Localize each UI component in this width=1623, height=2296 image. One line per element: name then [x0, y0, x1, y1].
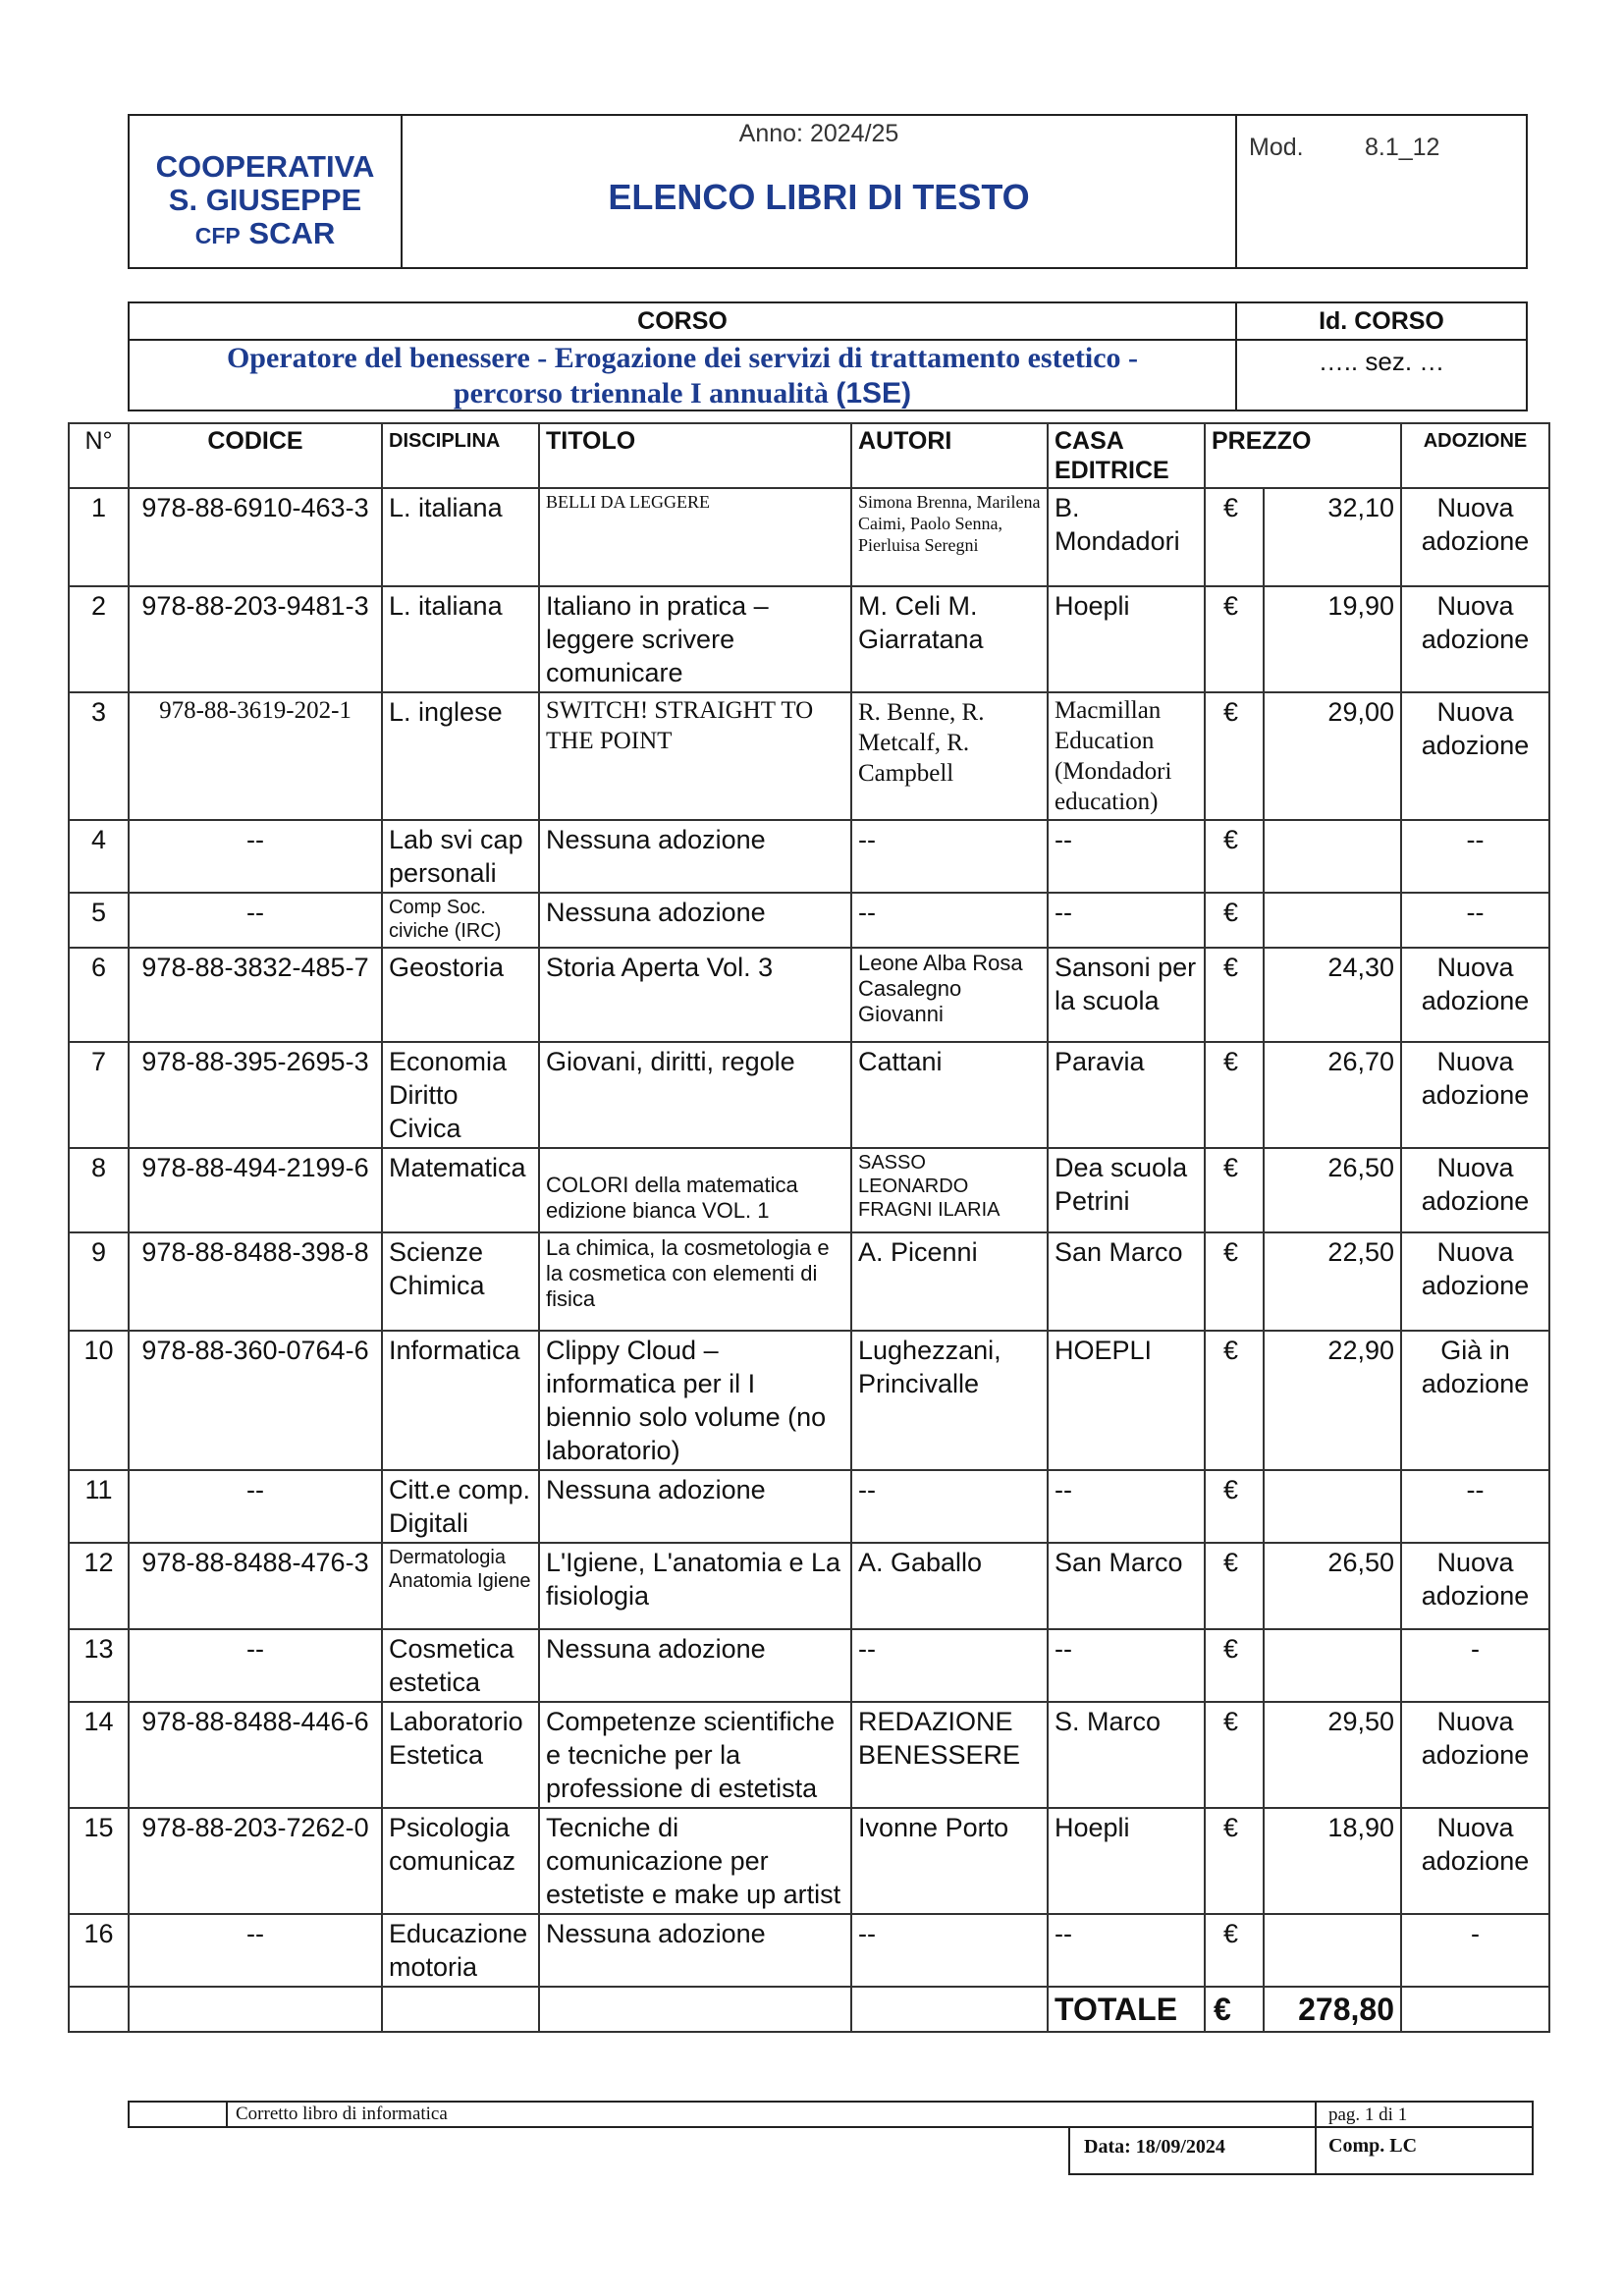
- currency-symbol: €: [1205, 692, 1264, 820]
- book-title: BELLI DA LEGGERE: [539, 488, 851, 586]
- currency-symbol: €: [1205, 1232, 1264, 1331]
- publisher: B. Mondadori: [1048, 488, 1205, 586]
- publisher: San Marco: [1048, 1543, 1205, 1629]
- course-label: CORSO: [130, 303, 1235, 341]
- authors: A. Gaballo: [851, 1543, 1048, 1629]
- adoption-status: Nuova adozione: [1401, 1042, 1549, 1148]
- table-row: [69, 1629, 1549, 1702]
- isbn-code: --: [129, 1629, 382, 1702]
- isbn-code: 978-88-6910-463-3: [129, 488, 382, 586]
- price: 29,50: [1264, 1702, 1401, 1808]
- price: 24,30: [1264, 948, 1401, 1042]
- isbn-code: 978-88-395-2695-3: [129, 1042, 382, 1148]
- total-value: 278,80: [1264, 1987, 1401, 2032]
- isbn-code: 978-88-8488-446-6: [129, 1702, 382, 1808]
- price: [1264, 820, 1401, 893]
- footer-note-box: [128, 2101, 1534, 2128]
- row-number: 3: [69, 692, 129, 820]
- currency-symbol: €: [1205, 1331, 1264, 1470]
- price: 26,50: [1264, 1543, 1401, 1629]
- publisher: Paravia: [1048, 1042, 1205, 1148]
- footer-date-box: [1068, 2128, 1534, 2175]
- isbn-code: 978-88-203-7262-0: [129, 1808, 382, 1914]
- textbook-table: [68, 422, 1550, 2033]
- price: 18,90: [1264, 1808, 1401, 1914]
- table-row: [69, 488, 1549, 586]
- publisher: San Marco: [1048, 1232, 1205, 1331]
- isbn-code: 978-88-3619-202-1: [129, 692, 382, 820]
- page-number: pag. 1 di 1: [1315, 2103, 1535, 2126]
- header-titolo: TITOLO: [539, 423, 851, 488]
- adoption-status: --: [1401, 893, 1549, 948]
- table-row: [69, 1543, 1549, 1629]
- row-number: 7: [69, 1042, 129, 1148]
- book-title: Nessuna adozione: [539, 820, 851, 893]
- adoption-status: Nuova adozione: [1401, 1148, 1549, 1232]
- module-block: [1237, 116, 1526, 267]
- currency-symbol: €: [1205, 1470, 1264, 1543]
- price: 26,50: [1264, 1148, 1401, 1232]
- subject: Dermatologia Anatomia Igiene: [382, 1543, 539, 1629]
- org-cfp: CFP: [194, 223, 241, 248]
- currency-symbol: €: [1205, 893, 1264, 948]
- adoption-status: --: [1401, 1470, 1549, 1543]
- currency-symbol: €: [1205, 1148, 1264, 1232]
- authors: --: [851, 820, 1048, 893]
- table-row: [69, 1331, 1549, 1470]
- currency-symbol: €: [1205, 1702, 1264, 1808]
- isbn-code: 978-88-3832-485-7: [129, 948, 382, 1042]
- row-number: 16: [69, 1914, 129, 1987]
- footer-note: Corretto libro di informatica: [236, 2104, 448, 2124]
- header-autori: AUTORI: [851, 423, 1048, 488]
- document-title: ELENCO LIBRI DI TESTO: [608, 177, 1030, 217]
- row-number: 9: [69, 1232, 129, 1331]
- row-number: 8: [69, 1148, 129, 1232]
- authors: Ivonne Porto: [851, 1808, 1048, 1914]
- book-title: COLORI della matematica edizione bianca VOL. 1: [539, 1148, 851, 1232]
- school-year: Anno: 2024/25: [738, 120, 899, 147]
- header-prezzo: PREZZO: [1205, 423, 1401, 488]
- isbn-code: --: [129, 1470, 382, 1543]
- adoption-status: -: [1401, 1914, 1549, 1987]
- adoption-status: Già in adozione: [1401, 1331, 1549, 1470]
- course-id-cell: [1237, 303, 1526, 410]
- course-name-line-2: percorso triennale I annualità: [453, 377, 829, 410]
- course-section: ….. sez. …: [1318, 347, 1445, 376]
- course-name: [130, 341, 1235, 411]
- org-line-2: S. GIUSEPPE: [168, 183, 362, 217]
- row-number: 13: [69, 1629, 129, 1702]
- price: 19,90: [1264, 586, 1401, 692]
- currency-symbol: €: [1205, 1808, 1264, 1914]
- table-row: [69, 1914, 1549, 1987]
- publisher: --: [1048, 1629, 1205, 1702]
- authors: SASSO LEONARDO FRAGNI ILARIA: [851, 1148, 1048, 1232]
- table-row: [69, 1232, 1549, 1331]
- book-title: Giovani, diritti, regole: [539, 1042, 851, 1148]
- book-title: Storia Aperta Vol. 3: [539, 948, 851, 1042]
- adoption-status: Nuova adozione: [1401, 586, 1549, 692]
- currency-symbol: €: [1205, 1629, 1264, 1702]
- course-code: (1SE): [836, 377, 912, 410]
- book-title: Competenze scientifiche e tecniche per la professione di estetista: [539, 1702, 851, 1808]
- subject: Laboratorio Estetica: [382, 1702, 539, 1808]
- price: 22,90: [1264, 1331, 1401, 1470]
- table-header-row: [69, 423, 1549, 488]
- subject: Economia Diritto Civica: [382, 1042, 539, 1148]
- book-title: SWITCH! STRAIGHT TO THE POINT: [539, 692, 851, 820]
- module-value: 8.1_12: [1365, 134, 1440, 161]
- adoption-status: Nuova adozione: [1401, 692, 1549, 820]
- total-euro: €: [1205, 1987, 1264, 2032]
- subject: Cosmetica estetica: [382, 1629, 539, 1702]
- table-row: [69, 1702, 1549, 1808]
- isbn-code: 978-88-8488-476-3: [129, 1543, 382, 1629]
- authors: REDAZIONE BENESSERE: [851, 1702, 1048, 1808]
- publisher: HOEPLI: [1048, 1331, 1205, 1470]
- header-n: N°: [69, 423, 129, 488]
- publisher: Sansoni per la scuola: [1048, 948, 1205, 1042]
- total-row: [69, 1987, 1549, 2032]
- subject: Informatica: [382, 1331, 539, 1470]
- module-label: Mod.: [1249, 134, 1304, 161]
- subject: L. inglese: [382, 692, 539, 820]
- price: 22,50: [1264, 1232, 1401, 1331]
- currency-symbol: €: [1205, 1543, 1264, 1629]
- price: 26,70: [1264, 1042, 1401, 1148]
- publisher: Hoepli: [1048, 1808, 1205, 1914]
- compiled-by: Comp. LC: [1315, 2128, 1417, 2173]
- table-row: [69, 692, 1549, 820]
- authors: R. Benne, R. Metcalf, R. Campbell: [851, 692, 1048, 820]
- publisher: Macmillan Education (Mondadori education): [1048, 692, 1205, 820]
- subject: Citt.e comp. Digitali: [382, 1470, 539, 1543]
- adoption-status: Nuova adozione: [1401, 1232, 1549, 1331]
- book-title: Clippy Cloud – informatica per il I biennio solo volume (no laboratorio): [539, 1331, 851, 1470]
- price: [1264, 1914, 1401, 1987]
- price: 32,10: [1264, 488, 1401, 586]
- table-row: [69, 1042, 1549, 1148]
- subject: L. italiana: [382, 488, 539, 586]
- isbn-code: --: [129, 820, 382, 893]
- publisher: S. Marco: [1048, 1702, 1205, 1808]
- adoption-status: Nuova adozione: [1401, 1808, 1549, 1914]
- row-number: 15: [69, 1808, 129, 1914]
- document-date: Data: 18/09/2024: [1084, 2136, 1225, 2158]
- subject: Scienze Chimica: [382, 1232, 539, 1331]
- isbn-code: --: [129, 1914, 382, 1987]
- currency-symbol: €: [1205, 488, 1264, 586]
- adoption-status: -: [1401, 1629, 1549, 1702]
- book-title: L'Igiene, L'anatomia e La fisiologia: [539, 1543, 851, 1629]
- row-number: 14: [69, 1702, 129, 1808]
- authors: M. Celi M. Giarratana: [851, 586, 1048, 692]
- header-casa-editrice: CASA EDITRICE: [1048, 423, 1205, 488]
- adoption-status: Nuova adozione: [1401, 1702, 1549, 1808]
- book-title: Nessuna adozione: [539, 893, 851, 948]
- row-number: 6: [69, 948, 129, 1042]
- authors: Leone Alba Rosa Casalegno Giovanni: [851, 948, 1048, 1042]
- table-row: [69, 893, 1549, 948]
- course-cell: [130, 303, 1237, 410]
- subject: Matematica: [382, 1148, 539, 1232]
- isbn-code: 978-88-360-0764-6: [129, 1331, 382, 1470]
- subject: Geostoria: [382, 948, 539, 1042]
- publisher: --: [1048, 1914, 1205, 1987]
- row-number: 12: [69, 1543, 129, 1629]
- subject: Psicologia comunicaz: [382, 1808, 539, 1914]
- row-number: 1: [69, 488, 129, 586]
- org-line-1: COOPERATIVA: [155, 149, 375, 184]
- subject: Comp Soc. civiche (IRC): [382, 893, 539, 948]
- subject: Educazione motoria: [382, 1914, 539, 1987]
- adoption-status: Nuova adozione: [1401, 1543, 1549, 1629]
- book-title: Tecniche di comunicazione per estetiste e make up artist: [539, 1808, 851, 1914]
- row-number: 10: [69, 1331, 129, 1470]
- currency-symbol: €: [1205, 586, 1264, 692]
- table-row: [69, 820, 1549, 893]
- table-row: [69, 1148, 1549, 1232]
- adoption-status: Nuova adozione: [1401, 948, 1549, 1042]
- publisher: Dea scuola Petrini: [1048, 1148, 1205, 1232]
- isbn-code: 978-88-494-2199-6: [129, 1148, 382, 1232]
- org-name-block: [130, 116, 403, 267]
- book-title: La chimica, la cosmetologia e la cosmetica con elementi di fisica: [539, 1232, 851, 1331]
- price: [1264, 893, 1401, 948]
- table-row: [69, 586, 1549, 692]
- authors: Lughezzani, Princivalle: [851, 1331, 1048, 1470]
- subject: Lab svi cap personali: [382, 820, 539, 893]
- authors: --: [851, 1629, 1048, 1702]
- book-title: Nessuna adozione: [539, 1470, 851, 1543]
- authors: --: [851, 1914, 1048, 1987]
- price: [1264, 1629, 1401, 1702]
- authors: Simona Brenna, Marilena Caimi, Paolo Senna, Pierluisa Seregni: [851, 488, 1048, 586]
- publisher: --: [1048, 1470, 1205, 1543]
- authors: A. Picenni: [851, 1232, 1048, 1331]
- course-id-label: Id. CORSO: [1237, 303, 1526, 341]
- table-row: [69, 948, 1549, 1042]
- authors: --: [851, 1470, 1048, 1543]
- course-box: [128, 301, 1528, 411]
- isbn-code: --: [129, 893, 382, 948]
- subject: L. italiana: [382, 586, 539, 692]
- course-name-line-1: Operatore del benessere - Erogazione dei servizi di trattamento estetico -: [226, 342, 1139, 374]
- header-disciplina: DISCIPLINA: [382, 423, 539, 488]
- currency-symbol: €: [1205, 820, 1264, 893]
- publisher: --: [1048, 893, 1205, 948]
- header-adozione: ADOZIONE: [1401, 423, 1549, 488]
- row-number: 11: [69, 1470, 129, 1543]
- authors: --: [851, 893, 1048, 948]
- document-header: [128, 114, 1528, 269]
- currency-symbol: €: [1205, 1042, 1264, 1148]
- publisher: --: [1048, 820, 1205, 893]
- price: 29,00: [1264, 692, 1401, 820]
- table-row: [69, 1808, 1549, 1914]
- publisher: Hoepli: [1048, 586, 1205, 692]
- currency-symbol: €: [1205, 1914, 1264, 1987]
- header-codice: CODICE: [129, 423, 382, 488]
- authors: Cattani: [851, 1042, 1048, 1148]
- row-number: 4: [69, 820, 129, 893]
- adoption-status: --: [1401, 820, 1549, 893]
- table-row: [69, 1470, 1549, 1543]
- currency-symbol: €: [1205, 948, 1264, 1042]
- isbn-code: 978-88-8488-398-8: [129, 1232, 382, 1331]
- price: [1264, 1470, 1401, 1543]
- adoption-status: Nuova adozione: [1401, 488, 1549, 586]
- isbn-code: 978-88-203-9481-3: [129, 586, 382, 692]
- row-number: 5: [69, 893, 129, 948]
- book-title: Nessuna adozione: [539, 1629, 851, 1702]
- book-title: Italiano in pratica – leggere scrivere comunicare: [539, 586, 851, 692]
- row-number: 2: [69, 586, 129, 692]
- book-title: Nessuna adozione: [539, 1914, 851, 1987]
- title-block: [403, 116, 1237, 267]
- org-line-3: SCAR: [248, 216, 336, 250]
- total-label: TOTALE: [1048, 1987, 1205, 2032]
